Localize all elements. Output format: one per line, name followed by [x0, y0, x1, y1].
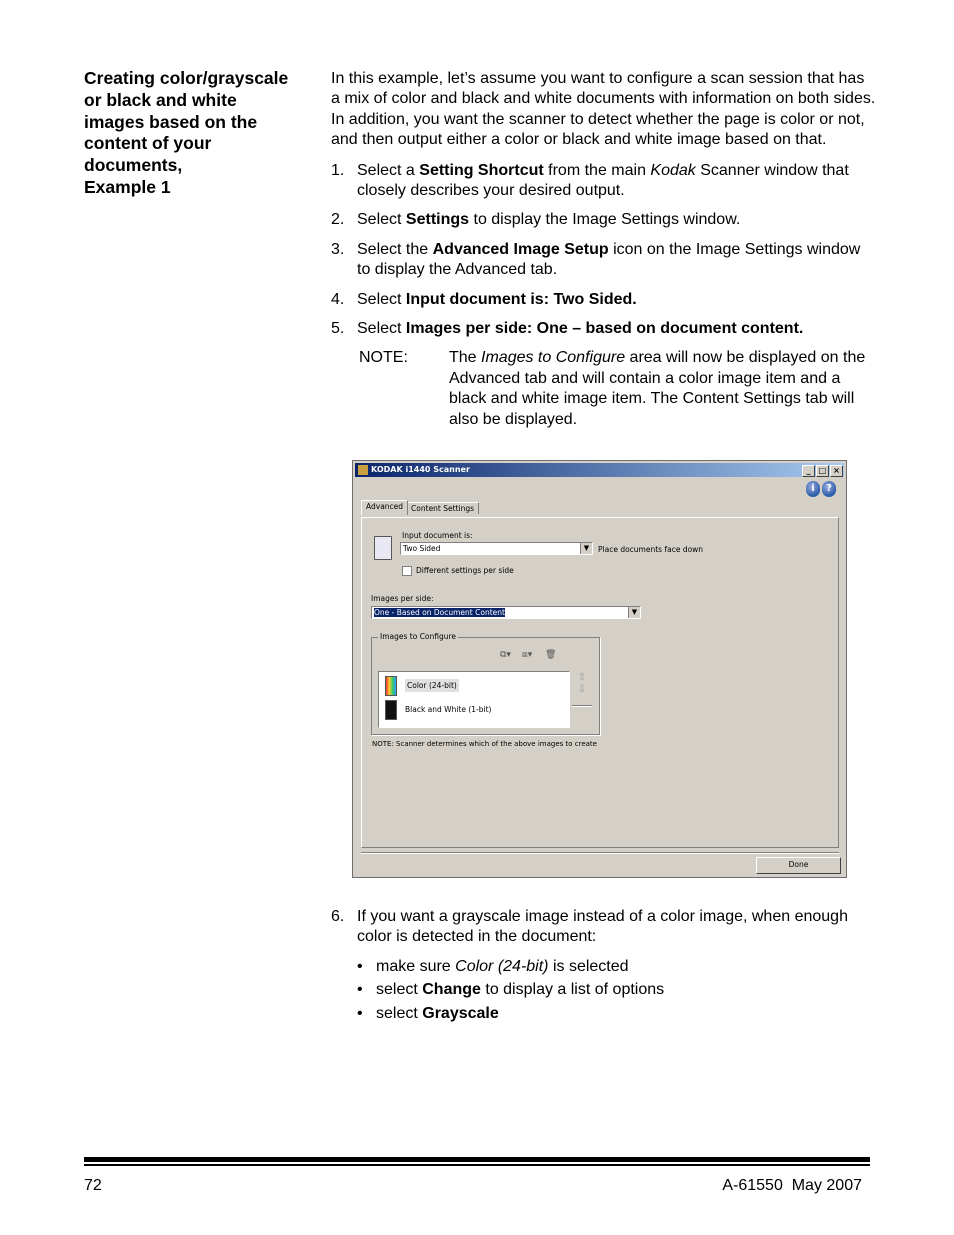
- bottom-divider: [361, 852, 839, 854]
- text-run: Select a: [357, 161, 420, 179]
- step-number: 5.: [331, 320, 345, 338]
- text-run: Color (24-bit): [455, 957, 549, 975]
- place-documents-text: Place documents face down: [598, 545, 704, 554]
- text-run: Settings: [405, 211, 470, 229]
- close-button[interactable]: ×: [830, 465, 843, 477]
- step-item: [331, 210, 876, 230]
- heading-line: or black and white: [84, 89, 237, 110]
- heading-line: Creating color/grayscale: [84, 68, 289, 88]
- note-block: [359, 348, 876, 430]
- footer-rule-thick: [84, 1157, 870, 1162]
- text-run: to display a list of options: [480, 981, 665, 999]
- heading-line: documents,: [84, 155, 183, 176]
- text-run: Select the: [357, 240, 433, 258]
- text-run: area will now be displayed on the Advanced tab and will contain a color image item and a black and white image item. The Content Settings tab will also be displayed.: [449, 349, 866, 428]
- images-to-configure-group: [371, 632, 600, 735]
- list-item-color[interactable]: Color (24-bit): [385, 676, 459, 696]
- change-image-icon[interactable]: ⧈▾: [522, 650, 533, 660]
- tab-panel: [361, 517, 839, 848]
- intro-paragraph: In this example, let’s assume you want to configure a scan session that has a mix of color and black and white documents with information on both sides. In addition, you want the scanner to detect whether the page is color or not, and then output either a color or black and white image based on that.: [331, 70, 876, 149]
- different-settings-checkbox[interactable]: [402, 566, 412, 576]
- step-number: 3.: [331, 240, 345, 258]
- steps-list: [331, 161, 876, 340]
- help-icon[interactable]: ?: [822, 481, 836, 497]
- heading-line: images based on the: [84, 111, 258, 132]
- info-icon[interactable]: i: [806, 481, 820, 497]
- move-up-icon[interactable]: ⇧: [577, 672, 587, 683]
- bullet-icon: •: [357, 1004, 363, 1022]
- divider: [572, 705, 592, 707]
- text-run: Select: [357, 290, 406, 308]
- done-button[interactable]: Done: [756, 857, 841, 874]
- images-list: [378, 671, 570, 728]
- window-titlebar: [355, 463, 844, 477]
- text-run: from the main: [543, 161, 651, 179]
- list-item-black-white[interactable]: Black and White (1-bit): [385, 700, 491, 720]
- page-number: 72: [84, 1177, 102, 1194]
- tab-content-settings[interactable]: Content Settings: [406, 502, 479, 514]
- continued-steps: [331, 907, 876, 1027]
- step-number: 4.: [331, 290, 345, 308]
- delete-icon[interactable]: 🗑: [545, 650, 557, 660]
- document-id: A-61550 May 2007: [722, 1177, 862, 1194]
- scanner-window: [352, 460, 847, 878]
- step-number: 1.: [331, 161, 345, 179]
- input-document-select[interactable]: Two Sided ▼: [400, 542, 593, 555]
- minimize-button[interactable]: _: [802, 465, 815, 477]
- text-run: is selected: [548, 957, 629, 975]
- step-item: [331, 290, 876, 310]
- step-item: [331, 161, 876, 202]
- maximize-button[interactable]: □: [816, 465, 829, 477]
- text-run: The: [449, 349, 482, 367]
- text-run: Images to Configure: [481, 349, 626, 367]
- text-run: Change: [422, 981, 481, 999]
- document-icon: [374, 536, 392, 560]
- window-title: KODAK i1440 Scanner: [371, 465, 470, 474]
- add-image-icon[interactable]: ⧉▾: [500, 650, 511, 660]
- text-run: Select: [357, 211, 406, 229]
- heading-line: Example 1: [84, 176, 171, 197]
- text-run: make sure: [376, 957, 456, 975]
- bullet-icon: •: [357, 957, 363, 975]
- different-settings-label: Different settings per side: [416, 566, 514, 575]
- chevron-down-icon: ▼: [580, 543, 592, 554]
- step-item: [331, 319, 876, 339]
- move-buttons: [575, 672, 589, 696]
- bullet-item: [357, 980, 876, 1000]
- text-run: Advanced Image Setup: [432, 240, 609, 258]
- text-run: Grayscale: [422, 1004, 499, 1022]
- text-run: Kodak: [650, 161, 696, 179]
- bullet-item: [357, 957, 876, 977]
- bullet-item: [357, 1004, 876, 1024]
- step-6: 6. If you want a grayscale image instead of a color image, when enough color is detected in the document:: [331, 908, 848, 946]
- scanner-note: NOTE: Scanner determines which of the above images to create: [372, 740, 597, 748]
- app-icon: [358, 465, 368, 475]
- text-run: Setting Shortcut: [419, 161, 544, 179]
- bw-image-icon: [385, 700, 397, 720]
- footer-rule-thin: [84, 1164, 870, 1166]
- section-heading: [84, 68, 314, 199]
- chevron-down-icon: ▼: [628, 607, 640, 618]
- text-run: Select: [357, 320, 406, 338]
- input-document-label: Input document is:: [402, 531, 473, 540]
- text-run: icon on the Image Settings window to display the Advanced tab.: [357, 240, 861, 279]
- text-run: select: [376, 1004, 423, 1022]
- text-run: select: [376, 981, 423, 999]
- step-number: 2.: [331, 211, 345, 229]
- images-to-configure-label: Images to Configure: [380, 632, 457, 641]
- step-item: [331, 240, 876, 281]
- body-column: [331, 69, 876, 430]
- move-down-icon[interactable]: ⇩: [577, 684, 587, 695]
- heading-line: content of your: [84, 133, 212, 154]
- color-image-icon: [385, 676, 397, 696]
- note-text: [449, 349, 865, 427]
- bullet-icon: •: [357, 981, 363, 999]
- images-per-side-label: Images per side:: [371, 594, 434, 603]
- text-run: to display the Image Settings window.: [469, 211, 741, 229]
- text-run: Input document is: Two Sided.: [405, 290, 637, 308]
- text-run: Scanner window that closely describes your desired output.: [357, 161, 849, 200]
- bullet-list: [357, 957, 876, 1024]
- tab-advanced[interactable]: Advanced: [361, 500, 408, 515]
- images-per-side-select[interactable]: One - Based on Document Content ▼: [371, 606, 641, 619]
- text-run: Images per side: One – based on document content.: [405, 320, 804, 338]
- note-label: NOTE:: [359, 349, 408, 367]
